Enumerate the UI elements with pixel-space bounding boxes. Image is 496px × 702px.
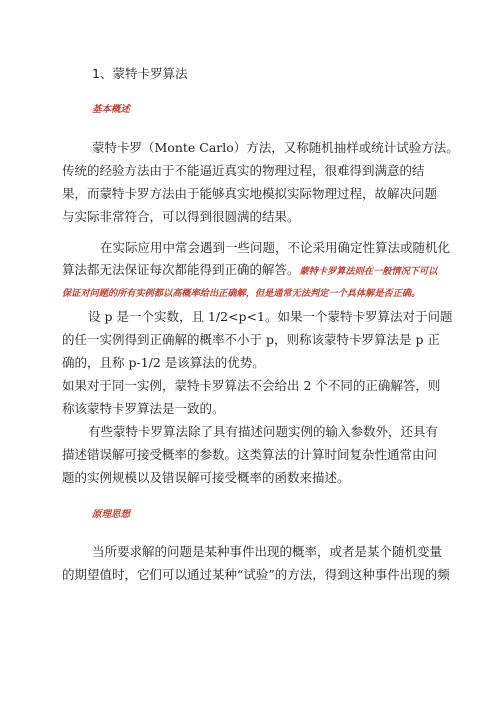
p1-line-4: 与实际非常符合，可以得到很圆满的结果。 <box>62 209 300 224</box>
p2-line-1: 在实际应用中常会遇到一些问题，不论采用确定性算法或随机化 <box>100 240 451 255</box>
p4-line-1: 如果对于同一实例，蒙特卡罗算法不会给出 2 个不同的正确解答，则 <box>62 378 441 393</box>
p5-line-2: 描述错误解可接受概率的参数。这类算法的计算时间复杂性通常由问 <box>62 447 438 462</box>
p1-line-3: 果，而蒙特卡罗方法由于能够真实地模拟实际物理过程，故解决问题 <box>62 186 438 201</box>
section-title: 1、蒙特卡罗算法 <box>92 66 188 81</box>
p3-line-2: 的任一实例得到正确解的概率不小于 p，则称该蒙特卡罗算法是 p 正 <box>62 332 440 347</box>
p3-line-3: 确的，且称 p-1/2 是该算法的优势。 <box>62 355 265 370</box>
p6-line-1: 当所要求解的问题是某种事件出现的概率，或者是某个随机变量 <box>92 544 443 559</box>
p3-line-1: 设 p 是一个实数，且 1/2<p<1。如果一个蒙特卡罗算法对于问题 <box>88 309 453 324</box>
p4-line-2: 称该蒙特卡罗算法是一致的。 <box>62 401 225 416</box>
p5-line-3: 题的实例规模以及错误解可接受概率的函数来描述。 <box>62 470 350 485</box>
principle-heading: 原理思想 <box>92 509 131 520</box>
p2-line-2-highlight: 蒙特卡罗算法则在一般情况下可以 <box>299 266 438 277</box>
p6-line-2: 的期望值时，它们可以通过某种“试验”的方法，得到这种事件出现的频 <box>62 567 450 582</box>
p5-line-1: 有些蒙特卡罗算法除了具有描述问题实例的输入参数外，还具有 <box>88 424 439 439</box>
p2-line-2 <box>62 262 437 280</box>
p1-line-1: 蒙特卡罗（Monte Carlo）方法，又称随机抽样或统计试验方法。 <box>92 140 459 155</box>
basic-heading: 基本概述 <box>92 104 131 115</box>
p2-line-3-highlight: 保证对问题的所有实例都以高概率给出正确解，但是通常无法判定一个具体解是否正确。 <box>62 288 421 299</box>
p1-line-2: 传统的经验方法由于不能逼近真实的物理过程，很难得到满意的结 <box>62 163 425 178</box>
p2-line-2-normal: 算法都无法保证每次都能得到正确的解答。 <box>62 262 300 277</box>
